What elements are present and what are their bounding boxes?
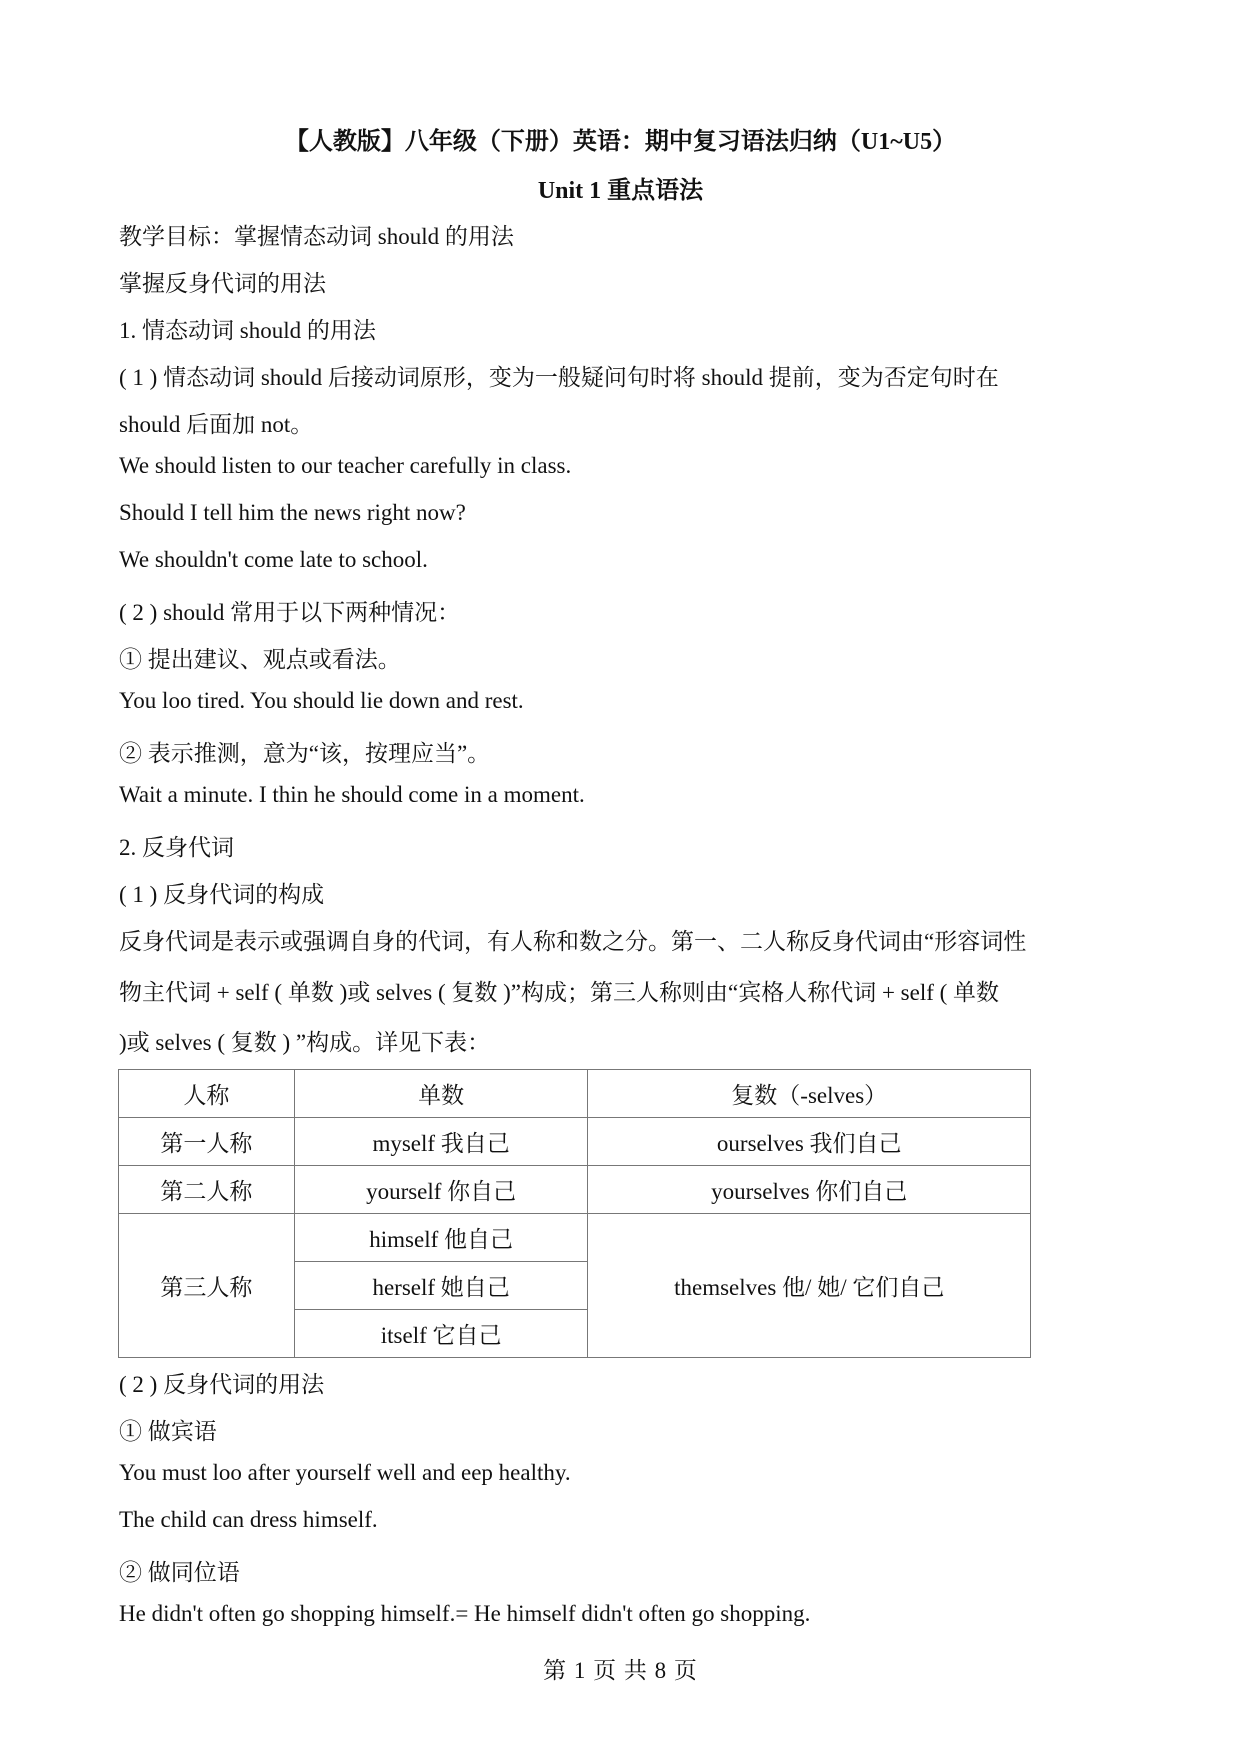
- table-cell: 第一人称: [119, 1118, 295, 1166]
- example-sentence: Wait a minute. I thin he should come in a moment.: [119, 782, 585, 807]
- example-sentence: He didn't often go shopping himself.= He himself didn't often go shopping.: [119, 1601, 811, 1626]
- table-header-row: [119, 1070, 1031, 1118]
- table-cell: herself 她自己: [294, 1262, 588, 1310]
- reflexive-pronoun-table: [118, 1069, 1031, 1358]
- example-sentence: Should I tell him the news right now?: [119, 500, 466, 525]
- table-cell: itself 它自己: [294, 1310, 588, 1358]
- text-line: ② 做同位语: [119, 1560, 240, 1585]
- table-row: [119, 1214, 1031, 1262]
- table-header: 人称: [119, 1070, 295, 1118]
- unit-subtitle: Unit 1 重点语法: [537, 178, 704, 204]
- table-cell: yourselves 你们自己: [588, 1166, 1031, 1214]
- text-line: ① 做宾语: [119, 1419, 217, 1444]
- document-title: 【人教版】八年级（下册）英语：期中复习语法归纳（U1~U5）: [284, 129, 957, 155]
- text-line: 物主代词 + self ( 单数 )或 selves ( 复数 )”构成；第三人称则由“宾格人称代词 + self ( 单数: [119, 980, 1000, 1005]
- text-line: )或 selves ( 复数 ) ”构成。详见下表：: [119, 1030, 491, 1055]
- table-cell: 第二人称: [119, 1166, 295, 1214]
- table-cell: yourself 你自己: [294, 1166, 588, 1214]
- text-line: ( 1 ) 反身代词的构成: [119, 882, 325, 907]
- example-sentence: We should listen to our teacher carefully in class.: [119, 453, 572, 478]
- page-number-footer: 第 1 页 共 8 页: [543, 1658, 698, 1683]
- section-heading: ( 2 ) 反身代词的用法: [119, 1372, 325, 1397]
- table-cell: themselves 他/ 她/ 它们自己: [588, 1214, 1031, 1358]
- example-sentence: We shouldn't come late to school.: [119, 547, 428, 572]
- text-line: 掌握反身代词的用法: [119, 271, 326, 296]
- text-line: should 后面加 not。: [119, 412, 314, 437]
- example-sentence: The child can dress himself.: [119, 1507, 378, 1532]
- example-sentence: You loo tired. You should lie down and rest.: [119, 688, 524, 713]
- table-cell: 第三人称: [119, 1214, 295, 1358]
- text-line: 教学目标：掌握情态动词 should 的用法: [119, 224, 514, 249]
- table-cell: himself 他自己: [294, 1214, 588, 1262]
- table-header: 复数（-selves）: [588, 1070, 1031, 1118]
- table-row: [119, 1118, 1031, 1166]
- example-sentence: You must loo after yourself well and eep healthy.: [119, 1460, 571, 1485]
- text-line: ① 提出建议、观点或看法。: [119, 647, 401, 672]
- table-cell: myself 我自己: [294, 1118, 588, 1166]
- text-line: ( 2 ) should 常用于以下两种情况：: [119, 600, 461, 625]
- section-heading: 1. 情态动词 should 的用法: [119, 318, 376, 343]
- text-line: 反身代词是表示或强调自身的代词，有人称和数之分。第一、二人称反身代词由“形容词性: [119, 929, 1027, 954]
- table-cell: ourselves 我们自己: [588, 1118, 1031, 1166]
- table-row: [119, 1166, 1031, 1214]
- text-line: ② 表示推测，意为“该，按理应当”。: [119, 741, 491, 766]
- section-heading: 2. 反身代词: [119, 835, 234, 860]
- text-line: ( 1 ) 情态动词 should 后接动词原形，变为一般疑问句时将 should 提前，变为否定句时在: [119, 365, 999, 390]
- table-header: 单数: [294, 1070, 588, 1118]
